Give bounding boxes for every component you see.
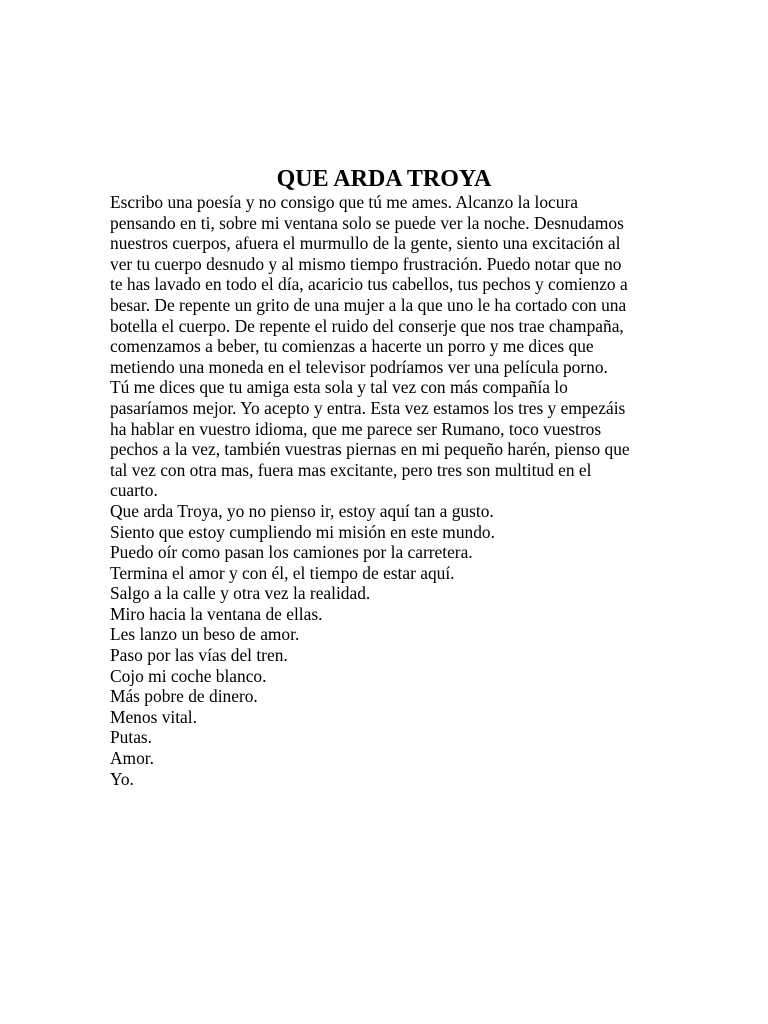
text-line: Termina el amor y con él, el tiempo de estar aquí.: [110, 562, 455, 583]
text-line: Les lanzo un beso de amor.: [110, 624, 300, 645]
text-line: te has lavado en todo el día, acaricio tus cabellos, tus pechos y comienzo a: [110, 274, 628, 295]
text-line: cuarto.: [110, 480, 158, 501]
text-line: Yo.: [110, 768, 134, 789]
text-line: Paso por las vías del tren.: [110, 645, 288, 666]
text-line: Que arda Troya, yo no pienso ir, estoy aquí tan a gusto.: [110, 500, 494, 521]
document-title: QUE ARDA TROYA: [276, 166, 492, 192]
text-line: botella el cuerpo. De repente el ruido del conserje que nos trae champaña,: [110, 315, 624, 336]
text-line: pechos a la vez, también vuestras piernas en mi pequeño harén, pienso que: [110, 439, 630, 460]
text-line: ha hablar en vuestro idioma, que me parece ser Rumano, toco vuestros: [110, 418, 602, 439]
text-line: Amor.: [110, 748, 154, 769]
text-line: ver tu cuerpo desnudo y al mismo tiempo frustración. Puedo notar que no: [110, 253, 622, 274]
text-line: Puedo oír como pasan los camiones por la carretera.: [110, 542, 473, 563]
text-line: tal vez con otra mas, fuera mas excitante, pero tres son multitud en el: [110, 459, 592, 480]
text-line: nuestros cuerpos, afuera el murmullo de la gente, siento una excitación al: [110, 233, 621, 254]
text-line: Salgo a la calle y otra vez la realidad.: [110, 583, 371, 604]
text-line: Tú me dices que tu amiga esta sola y tal vez con más compañía lo: [110, 377, 568, 398]
text-line: pensando en ti, sobre mi ventana solo se puede ver la noche. Desnudamos: [110, 212, 624, 233]
document-body: [110, 192, 658, 789]
text-line: metiendo una moneda en el televisor podríamos ver una película porno.: [110, 356, 608, 377]
text-line: Más pobre de dinero.: [110, 686, 258, 707]
text-line: besar. De repente un grito de una mujer a la que uno le ha cortado con una: [110, 294, 627, 315]
text-line: Putas.: [110, 727, 153, 748]
text-line: Siento que estoy cumpliendo mi misión en este mundo.: [110, 521, 495, 542]
text-line: Menos vital.: [110, 706, 197, 727]
text-line: Escribo una poesía y no consigo que tú me ames. Alcanzo la locura: [110, 192, 578, 212]
text-line: comenzamos a beber, tu comienzas a hacerte un porro y me dices que: [110, 336, 594, 357]
text-line: Cojo mi coche blanco.: [110, 665, 267, 686]
text-line: pasaríamos mejor. Yo acepto y entra. Esta vez estamos los tres y empezáis: [110, 397, 626, 418]
text-line: Miro hacia la ventana de ellas.: [110, 603, 323, 624]
